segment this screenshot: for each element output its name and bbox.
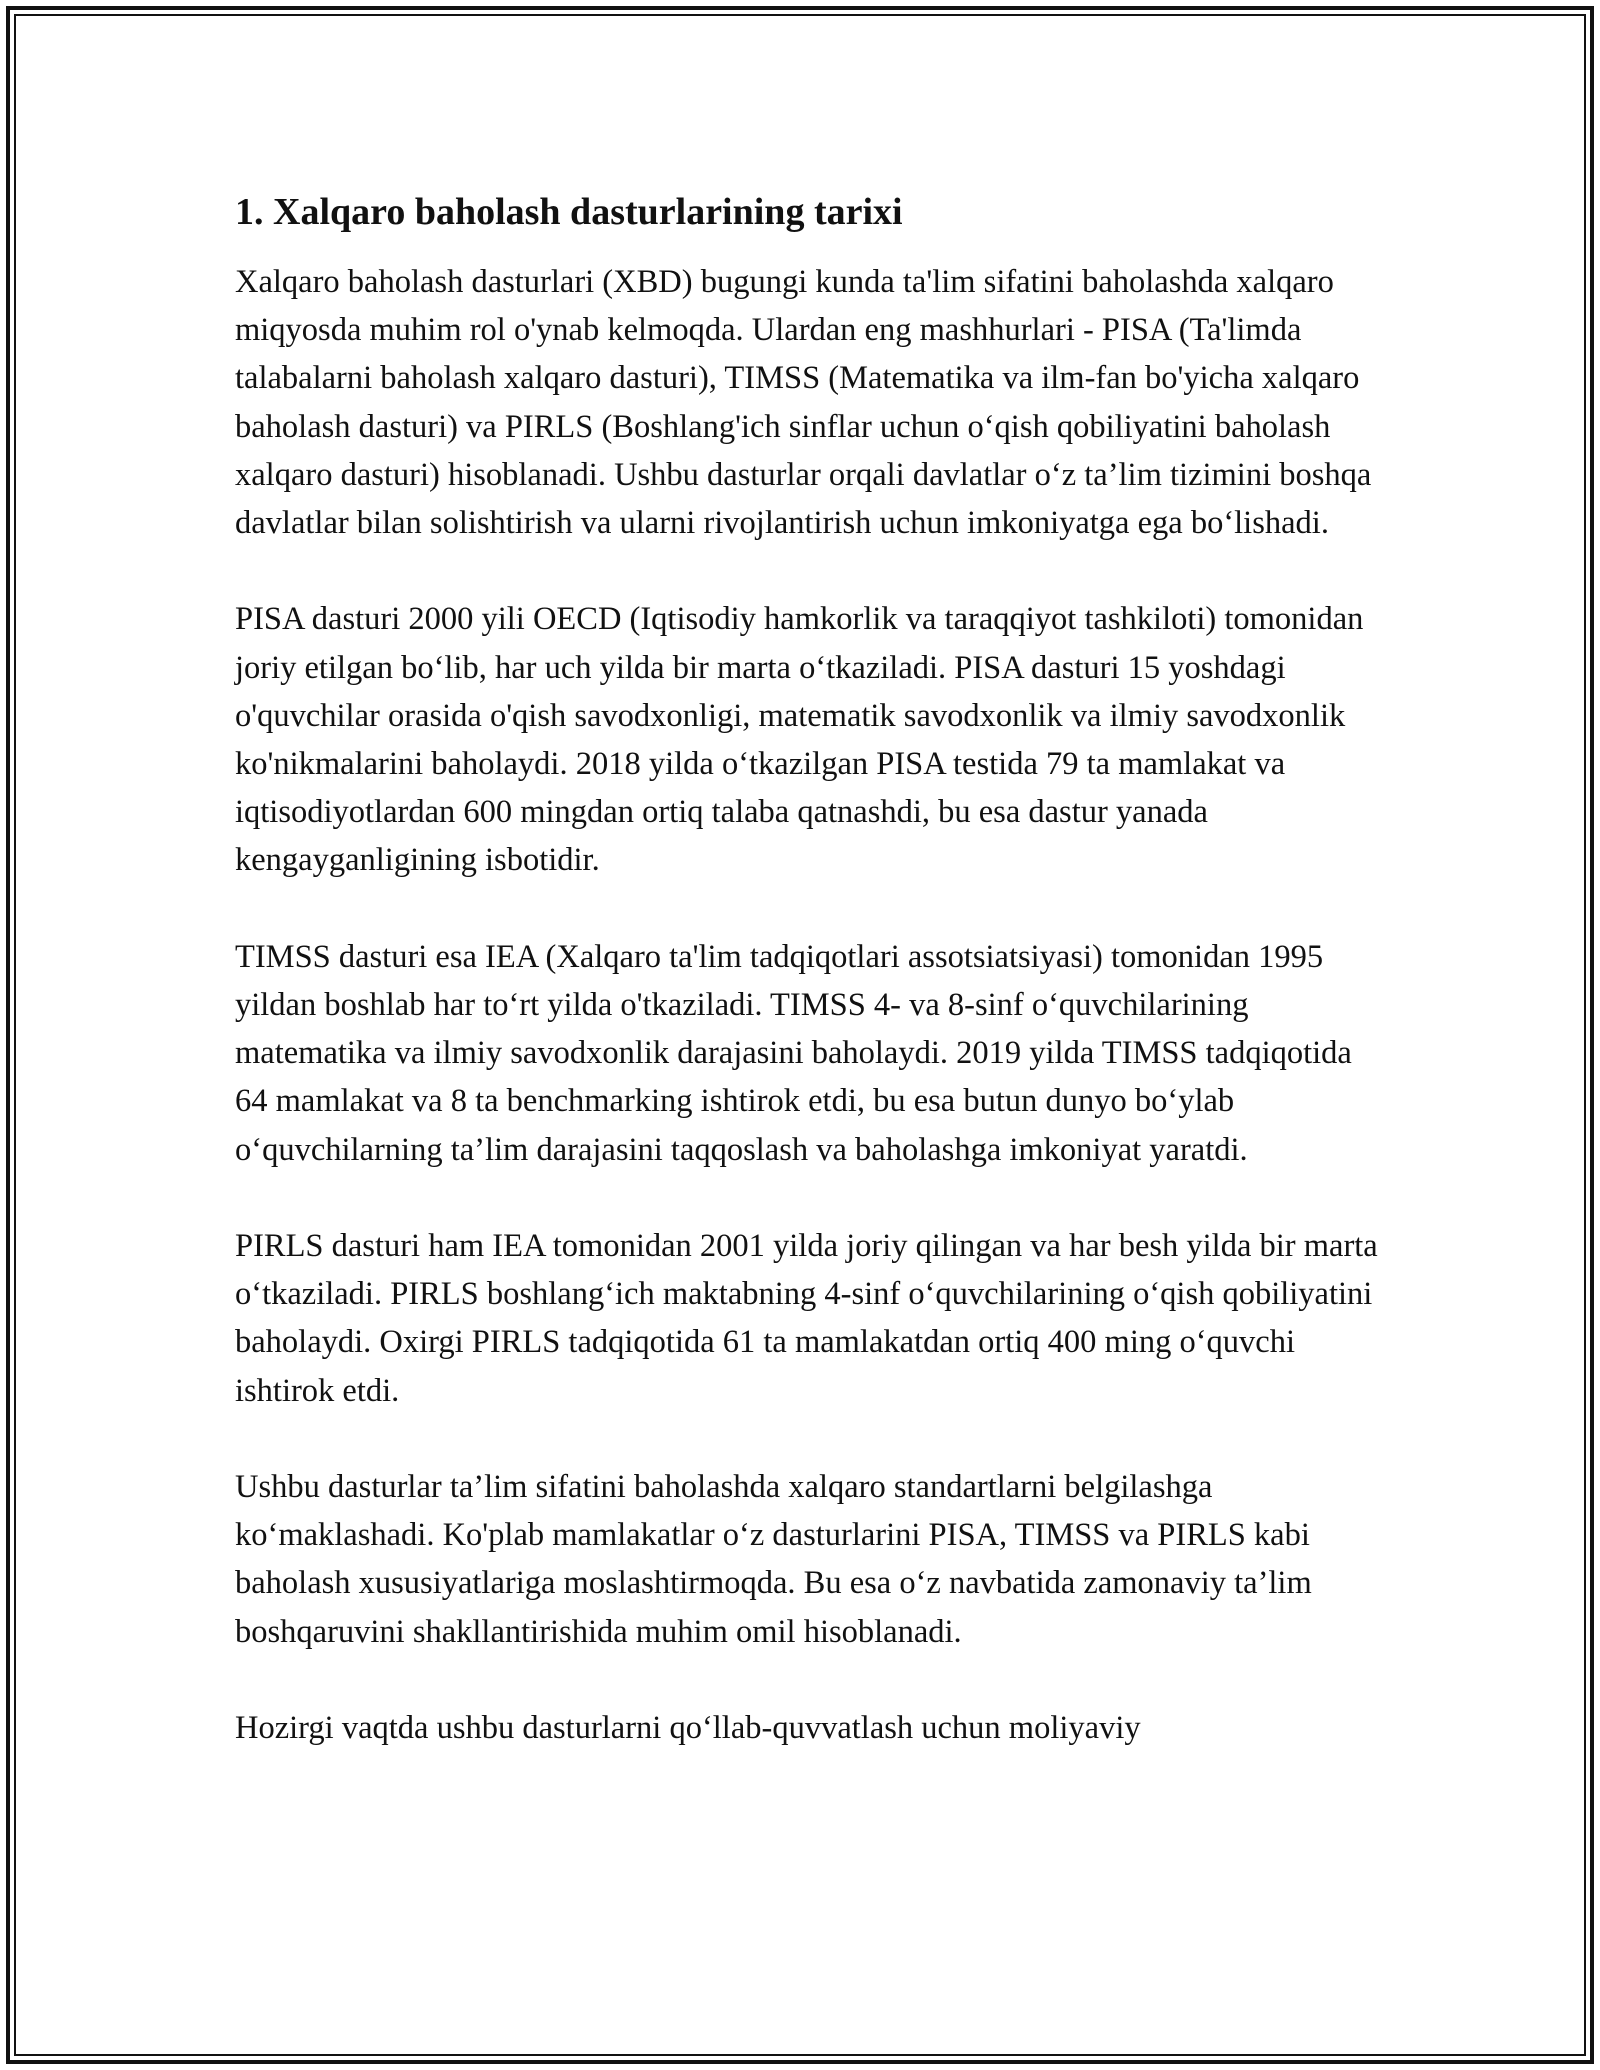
section-heading: 1. Xalqaro baholash dasturlarining tarixi	[235, 191, 903, 233]
paragraph-timss: TIMSS dasturi esa IEA (Xalqaro ta'lim tadqiqotlari assotsiatsiyasi) tomonidan 1995 yildan boshlab har to‘rt yilda o'tkaziladi. TIMSS 4- va 8-sinf o‘quvchilarining matematika va ilmiy savodxonlik darajasini baholaydi. 2019 yilda TIMSS tadqiqotida 64 mamlakat va 8 ta benchmarking ishtirok etdi, bu esa butun dunyo bo‘ylab o‘quvchilarning ta’lim darajasini taqqoslash va baholashga imkoniyat yaratdi.	[235, 938, 1352, 1168]
document-body	[235, 188, 1385, 1800]
paragraph-intro: Xalqaro baholash dasturlari (XBD) bugungi kunda ta'lim sifatini baholashda xalqaro miqyosda muhim rol o'ynab kelmoqda. Ulardan eng mashhurlari - PISA (Ta'limda talabalarni baholash xalqaro dasturi), TIMSS (Matematika va ilm-fan bo'yicha xalqaro baholash dasturi) va PIRLS (Boshlang'ich sinflar uchun o‘qish qobiliyatini baholash xalqaro dasturi) hisoblanadi. Ushbu dasturlar orqali davlatlar o‘z ta’lim tizimini boshqa davlatlar bilan solishtirish va ularni rivojlantirish uchun imkoniyatga ega bo‘lishadi.	[235, 264, 1372, 542]
paragraph-standards: Ushbu dasturlar ta’lim sifatini baholashda xalqaro standartlarni belgilashga ko‘maklashadi. Ko'plab mamlakatlar o‘z dasturlarini PISA, TIMSS va PIRLS kabi baholash xususiyatlariga moslashtirmoqda. Bu esa o‘z navbatida zamonaviy ta’lim boshqaruvini shakllantirishida muhim omil hisoblanadi.	[235, 1469, 1312, 1650]
paragraph-pisa: PISA dasturi 2000 yili OECD (Iqtisodiy hamkorlik va taraqqiyot tashkiloti) tomonidan joriy etilgan bo‘lib, har uch yilda bir marta o‘tkaziladi. PISA dasturi 15 yoshdagi o'quvchilar orasida o'qish savodxonligi, matematik savodxonlik va ilmiy savodxonlik ko'nikmalarini baholaydi. 2018 yilda o‘tkazilgan PISA testida 79 ta mamlakat va iqtisodiyotlardan 600 mingdan ortiq talaba qatnashdi, bu esa dastur yanada kengayganligining isbotidir.	[235, 601, 1364, 879]
paragraph-pirls: PIRLS dasturi ham IEA tomonidan 2001 yilda joriy qilingan va har besh yilda bir marta o‘tkaziladi. PIRLS boshlang‘ich maktabning 4-sinf o‘quvchilarining o‘qish qobiliyatini baholaydi. Oxirgi PIRLS tadqiqotida 61 ta mamlakatdan ortiq 400 ming o‘quvchi ishtirok etdi.	[235, 1228, 1378, 1409]
paragraph-funding: Hozirgi vaqtda ushbu dasturlarni qo‘llab-quvvatlash uchun moliyaviy	[235, 1710, 1141, 1747]
